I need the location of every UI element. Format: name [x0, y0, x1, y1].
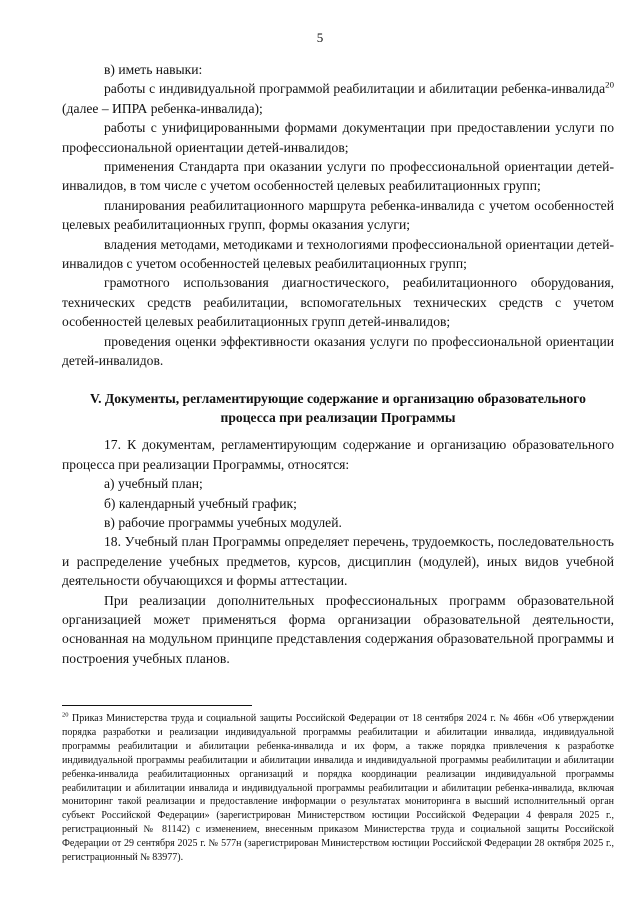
skill-item-methods: владения методами, методиками и технологиями профессиональной ориентации детей-инвалидов с учетом особенностей целевых реабилитационных групп; [62, 236, 614, 272]
skill-text: работы с индивидуальной программой реабилитации и абилитации ребенка-инвалида [104, 81, 606, 97]
skill-item-ipra [62, 79, 614, 118]
clause-17: 17. К документам, регламентирующим содержание и организацию образовательного процесса при реализации Программы, относятся: [62, 437, 614, 472]
skill-item-standard: применения Стандарта при оказании услуги по профессиональной ориентации детей-инвалидов, в том числе с учетом особенностей целевых реабилитационных групп; [62, 159, 614, 194]
list-item-module-programs: в) рабочие программы учебных модулей. [104, 514, 342, 530]
skill-item-planning: планирования реабилитационного маршрута ребенка-инвалида с учетом особенностей целевых реабилитационных групп, формы оказания услуги; [62, 197, 614, 233]
footnote-marker: 20 [62, 711, 69, 719]
list-item-schedule: б) календарный учебный график; [104, 495, 297, 511]
skill-item-forms: работы с унифицированными формами документации при предоставлении услуги по профессиональной ориентации детей-инвалидов; [62, 120, 614, 155]
footnote-divider [62, 705, 252, 706]
skills-heading: в) иметь навыки: [104, 62, 203, 77]
skill-item-evaluation: проведения оценки эффективности оказания услуги по профессиональной ориентации детей-инвалидов. [62, 333, 614, 369]
document-body [62, 60, 614, 668]
modular-principle-paragraph: При реализации дополнительных профессиональных программ образовательной организацией может применяться форма организации образовательной деятельности, основанная на модульном принципе представления содержания образовательной программы и построения учебных планов. [62, 592, 614, 666]
page-number: 5 [316, 30, 324, 45]
footnote-text: Приказ Министерства труда и социальной защиты Российской Федерации от 18 сентября 2024 г. № 466н «Об утверждении порядка разработки и реализации индивидуальной программы реабилитации и абилитации инвалида, индивидуальной программы реабилитации и абилитации ребенка-инвалида и их форм, а также порядка привлечения к разработке индивидуальной программы реабилитации и абилитации инвалида и индивидуальной программы реабилитации и абилитации ребенка-инвалида реабилитационных организаций и порядка координации реализации индивидуальной программы реабилитации и абилитации инвалида и индивидуальной программы реабилитации и абилитации ребенка-инвалида, включая мониторинг такой реализации и предоставление информации о результатах мониторинга в высший исполнительный орган субъект Российской Федерации» (зарегистрирован Министерством юстиции Российской Федерации 4 февраля 2025 г., регистрационный № 81142) с изменением, внесенным приказом Министерства труда и социальной защиты Российской Федерации от 29 сентября 2025 г. № 577н (зарегистрирован Министерством юстиции Российской Федерации 28 октября 2025 г., регистрационный № 83977). [62, 713, 614, 864]
footnotes [62, 712, 614, 865]
footnote-20 [62, 712, 614, 865]
skill-text-suffix: (далее – ИПРА ребенка-инвалида); [62, 100, 263, 116]
section-title: V. Документы, регламентирующие содержание и организацию образовательного процесса при реализации Программы [90, 390, 586, 425]
list-item-curriculum: а) учебный план; [104, 476, 203, 492]
clause-18: 18. Учебный план Программы определяет перечень, трудоемкость, последовательность и распределение учебных предметов, курсов, дисциплин (модулей), иных видов учебной деятельности обучающихся и формы аттестации. [62, 534, 614, 589]
skill-item-equipment: грамотного использования диагностического, реабилитационного оборудования, технических средств реабилитации, вспомогательных технических средств с учетом особенностей целевых реабилитационных групп детей-инвалидов; [62, 275, 614, 330]
footnote-reference[interactable]: 20 [605, 79, 614, 90]
